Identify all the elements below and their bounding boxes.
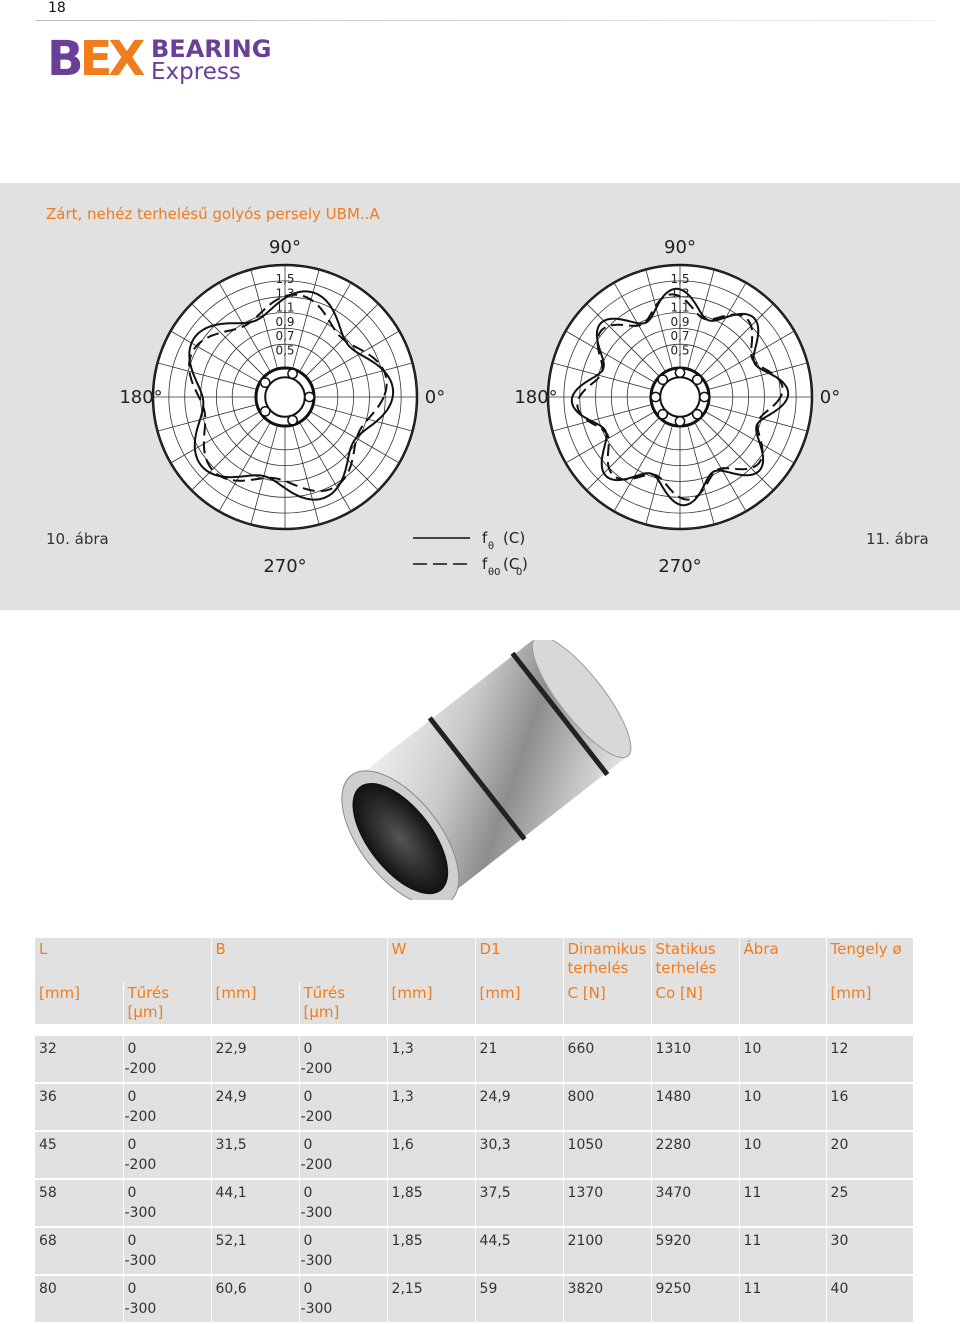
cell-b-tolerance-value: -200 [300, 1061, 333, 1077]
cell-l: 80 [35, 1275, 123, 1323]
linear-bearing-image [320, 640, 640, 900]
cell-shaft: 30 [826, 1227, 913, 1275]
cell-l: 58 [35, 1179, 123, 1227]
bex-logo [47, 31, 287, 87]
unit-figure [739, 982, 826, 1030]
cell-b: 44,1 [211, 1179, 299, 1227]
cell-b-tolerance [299, 1030, 387, 1083]
cell-l-tolerance-value: 0 [127, 1233, 137, 1249]
cell-b-tolerance-value: 0 [303, 1089, 313, 1105]
cell-c: 2100 [563, 1227, 651, 1275]
logo-text-bearing: BEARING [151, 35, 272, 63]
unit-l-tolerance: Tűrés [µm] [123, 982, 211, 1030]
legend-symbol: f [482, 529, 488, 547]
cell-l-tolerance [123, 1030, 211, 1083]
radial-label: 1,3 [275, 286, 295, 301]
cell-b-tolerance-value: -200 [300, 1157, 333, 1173]
cell-co: 9250 [651, 1275, 739, 1323]
col-header-l: L [35, 938, 211, 982]
angle-label-top: 90° [664, 237, 696, 258]
col-header-shaft: Tengely ø [826, 938, 913, 982]
cell-l: 45 [35, 1131, 123, 1179]
cell-shaft: 12 [826, 1030, 913, 1083]
table-row [35, 1179, 913, 1227]
legend [413, 529, 528, 578]
cell-w: 1,3 [387, 1083, 475, 1131]
cell-b-tolerance [299, 1227, 387, 1275]
legend-label-subscript: 0 [516, 567, 523, 578]
radial-label: 1,5 [670, 272, 690, 286]
polar-diagram-11 [514, 237, 840, 577]
cell-co: 1480 [651, 1083, 739, 1131]
cell-l: 36 [35, 1083, 123, 1131]
col-header-b: B [211, 938, 387, 982]
caption-figure-10: 10. ábra [46, 530, 109, 548]
unit-shaft: [mm] [826, 982, 913, 1030]
cell-d1: 24,9 [475, 1083, 563, 1131]
cell-b: 52,1 [211, 1227, 299, 1275]
cell-b-tolerance-value: -300 [300, 1301, 333, 1317]
polar-diagrams [0, 183, 960, 610]
cell-b-tolerance-value: 0 [303, 1041, 313, 1057]
cell-shaft: 16 [826, 1083, 913, 1131]
legend-symbol: f [482, 555, 488, 573]
cell-figure: 10 [739, 1131, 826, 1179]
cell-w: 1,85 [387, 1227, 475, 1275]
cell-l-tolerance-value: 0 [127, 1281, 137, 1297]
radial-label: 1,1 [275, 300, 295, 315]
logo-mark: BEX [47, 31, 142, 87]
cell-d1: 59 [475, 1275, 563, 1323]
cell-b-tolerance [299, 1275, 387, 1323]
table-row [35, 1131, 913, 1179]
cell-c: 800 [563, 1083, 651, 1131]
cell-figure: 10 [739, 1083, 826, 1131]
cell-b: 31,5 [211, 1131, 299, 1179]
unit-b: [mm] [211, 982, 299, 1030]
radial-label: 1,3 [670, 286, 690, 301]
legend-label: (C [503, 555, 520, 573]
cell-l-tolerance-value: -300 [124, 1205, 157, 1221]
legend-subscript: θ0 [488, 567, 501, 578]
cell-b-tolerance [299, 1179, 387, 1227]
cell-c: 660 [563, 1030, 651, 1083]
cell-b-tolerance-value: -300 [300, 1205, 333, 1221]
radial-label: 0,9 [275, 314, 295, 329]
col-header-w: W [387, 938, 475, 982]
cell-shaft: 40 [826, 1275, 913, 1323]
cell-c: 1370 [563, 1179, 651, 1227]
cell-w: 2,15 [387, 1275, 475, 1323]
cell-w: 1,85 [387, 1179, 475, 1227]
radial-label: 0,5 [670, 343, 690, 358]
angle-label-right: 0° [819, 387, 841, 408]
cell-l-tolerance-value: -200 [124, 1109, 157, 1125]
cell-l: 68 [35, 1227, 123, 1275]
cell-l-tolerance [123, 1131, 211, 1179]
cell-l-tolerance-value: -200 [124, 1157, 157, 1173]
radial-label: 0,9 [670, 314, 690, 329]
cell-w: 1,3 [387, 1030, 475, 1083]
cell-co: 3470 [651, 1179, 739, 1227]
cell-co: 1310 [651, 1030, 739, 1083]
radial-label: 0,7 [670, 329, 690, 344]
unit-w: [mm] [387, 982, 475, 1030]
cell-l-tolerance-value: 0 [127, 1089, 137, 1105]
header-rule [36, 20, 936, 21]
cell-figure: 11 [739, 1179, 826, 1227]
cell-d1: 30,3 [475, 1131, 563, 1179]
radial-label: 0,7 [275, 329, 295, 344]
angle-label-bottom: 270° [658, 556, 702, 577]
cell-l-tolerance-value: -300 [124, 1253, 157, 1269]
cell-c: 1050 [563, 1131, 651, 1179]
col-header-dynamic-load: Dinamikus terhelés [563, 938, 651, 982]
cell-co: 5920 [651, 1227, 739, 1275]
cell-b-tolerance-value: -300 [300, 1253, 333, 1269]
cell-shaft: 20 [826, 1131, 913, 1179]
cell-b-tolerance-value: 0 [303, 1137, 313, 1153]
cell-d1: 44,5 [475, 1227, 563, 1275]
cell-l-tolerance [123, 1179, 211, 1227]
cell-w: 1,6 [387, 1131, 475, 1179]
cell-l-tolerance-value: -300 [124, 1301, 157, 1317]
cell-d1: 37,5 [475, 1179, 563, 1227]
cell-figure: 11 [739, 1227, 826, 1275]
unit-b-tolerance: Tűrés [µm] [299, 982, 387, 1030]
cell-l-tolerance [123, 1275, 211, 1323]
cell-figure: 11 [739, 1275, 826, 1323]
cell-l-tolerance-value: -200 [124, 1061, 157, 1077]
col-header-static-load: Statikus terhelés [651, 938, 739, 982]
cell-figure: 10 [739, 1030, 826, 1083]
legend-label-end: ) [522, 555, 528, 573]
angle-label-left: 180° [514, 387, 558, 408]
cell-l-tolerance [123, 1227, 211, 1275]
cell-c: 3820 [563, 1275, 651, 1323]
cell-shaft: 25 [826, 1179, 913, 1227]
table-row [35, 1227, 913, 1275]
radial-label: 0,5 [275, 343, 295, 358]
unit-c: C [N] [563, 982, 651, 1030]
cell-b-tolerance-value: 0 [303, 1185, 313, 1201]
caption-figure-11: 11. ábra [866, 530, 929, 548]
logo-text-express: Express [151, 59, 241, 85]
legend-label: (C) [503, 529, 526, 547]
cell-b-tolerance-value: 0 [303, 1281, 313, 1297]
cell-l-tolerance-value: 0 [127, 1041, 137, 1057]
unit-co: Co [N] [651, 982, 739, 1030]
cell-l-tolerance-value: 0 [127, 1137, 137, 1153]
specification-table [35, 938, 914, 1324]
cell-b: 24,9 [211, 1083, 299, 1131]
angle-label-top: 90° [269, 237, 301, 258]
table-row [35, 1083, 913, 1131]
angle-label-left: 180° [119, 387, 163, 408]
cell-l-tolerance [123, 1083, 211, 1131]
legend-subscript: θ [488, 541, 495, 552]
cell-b-tolerance-value: -200 [300, 1109, 333, 1125]
cell-b-tolerance-value: 0 [303, 1233, 313, 1249]
figure-title: Zárt, nehéz terhelésű golyós persely UBM..A [46, 205, 380, 223]
unit-d1: [mm] [475, 982, 563, 1030]
radial-label: 1,5 [275, 272, 295, 286]
cell-b: 60,6 [211, 1275, 299, 1323]
cell-b: 22,9 [211, 1030, 299, 1083]
col-header-figure: Ábra [739, 938, 826, 982]
angle-label-bottom: 270° [263, 556, 307, 577]
table-row [35, 1030, 913, 1083]
cell-co: 2280 [651, 1131, 739, 1179]
cell-l: 32 [35, 1030, 123, 1083]
cell-b-tolerance [299, 1083, 387, 1131]
cell-b-tolerance [299, 1131, 387, 1179]
unit-l: [mm] [35, 982, 123, 1030]
page-number-box [0, 0, 66, 22]
polar-diagram-10 [119, 237, 445, 577]
angle-label-right: 0° [424, 387, 446, 408]
page-number: 18 [48, 0, 66, 16]
table-row [35, 1275, 913, 1323]
radial-label: 1,1 [670, 300, 690, 315]
cell-d1: 21 [475, 1030, 563, 1083]
cell-l-tolerance-value: 0 [127, 1185, 137, 1201]
col-header-d1: D1 [475, 938, 563, 982]
